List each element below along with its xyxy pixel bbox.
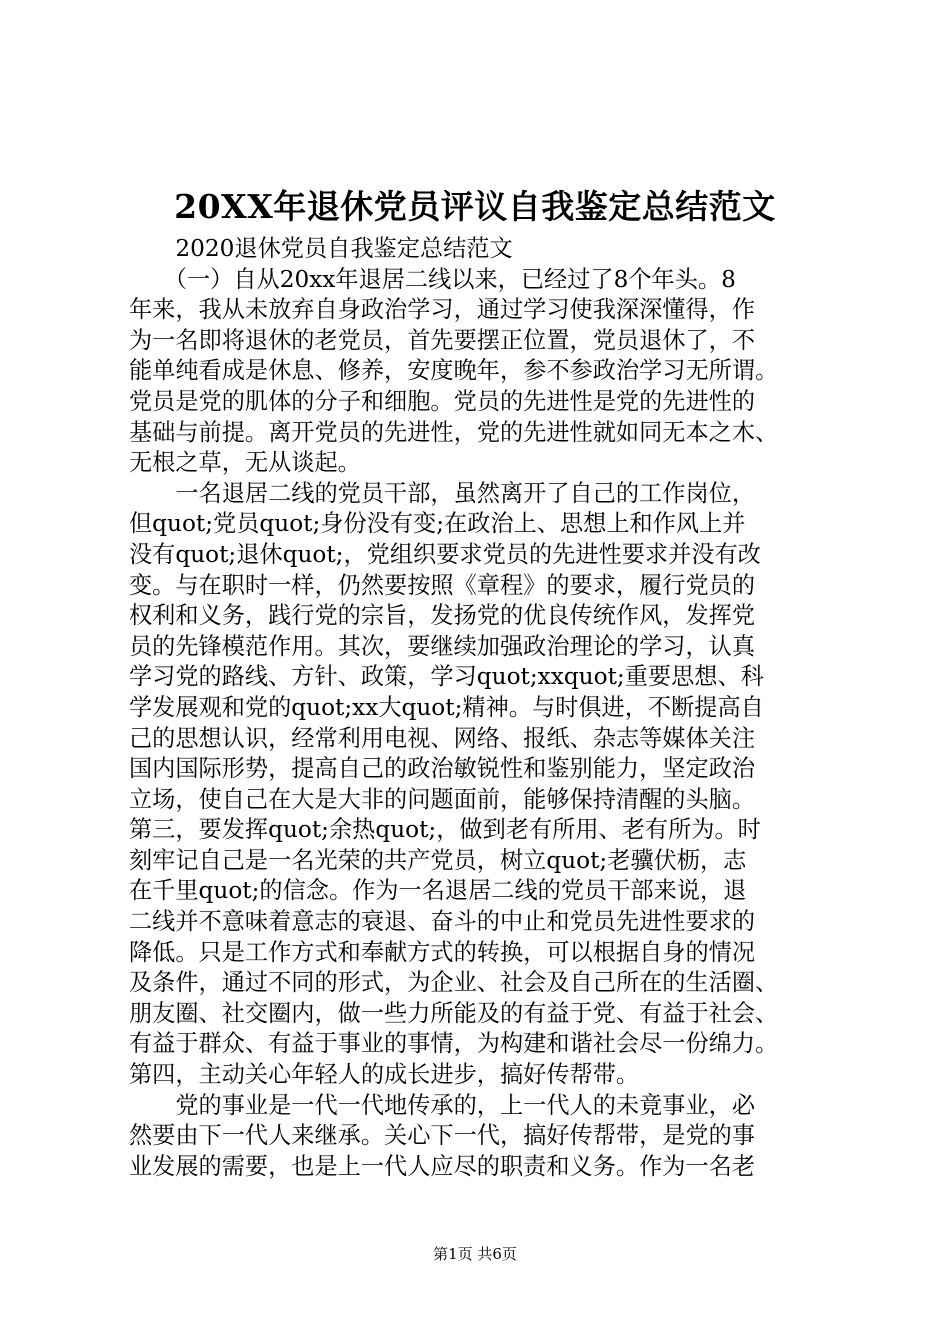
body-line: 有益于群众、有益于事业的事情，为构建和谐社会尽一份绵力。: [129, 1030, 779, 1058]
body-line: 年来，我从未放弃自身政治学习，通过学习使我深深懂得，作: [129, 296, 756, 324]
body-line: 学习党的路线、方针、政策，学习quot;xxquot;重要思想、科: [129, 663, 764, 691]
body-line: 能单纯看成是休息、修养，安度晚年，参不参政治学习无所谓。: [129, 357, 779, 385]
body-line: 国内国际形势，提高自己的政治敏锐性和鉴别能力，坚定政治: [129, 755, 756, 783]
body-line: 己的思想认识，经常利用电视、网络、报纸、杂志等媒体关注: [129, 724, 756, 752]
body-line: 权利和义务，践行党的宗旨，发扬党的优良传统作风，发挥党: [129, 602, 756, 630]
body-line: 降低。只是工作方式和奉献方式的转换，可以根据自身的情况: [129, 938, 756, 966]
document-title: 20XX年退休党员评议自我鉴定总结范文: [174, 187, 776, 226]
body-line: 党的事业是一代一代地传承的，上一代人的未竟事业，必: [129, 1091, 756, 1119]
body-line: 在千里quot;的信念。作为一名退居二线的党员干部来说，退: [129, 877, 747, 905]
body-line: 变。与在职时一样，仍然要按照《章程》的要求，履行党员的: [129, 571, 756, 599]
body-line: 基础与前提。离开党员的先进性，党的先进性就如同无本之木、: [129, 418, 779, 446]
body-line: 第三，要发挥quot;余热quot;，做到老有所用、老有所为。时: [129, 816, 761, 844]
body-line: 但quot;党员quot;身份没有变;在政治上、思想上和作风上并: [129, 510, 746, 538]
body-line: 然要由下一代人来继承。关心下一代，搞好传帮带，是党的事: [129, 1122, 756, 1150]
body-line: 学发展观和党的quot;xx大quot;精神。与时俱进，不断提高自: [129, 693, 764, 721]
body-line: 为一名即将退休的老党员，首先要摆正位置，党员退休了，不: [129, 326, 756, 354]
body-line: 党员是党的肌体的分子和细胞。党员的先进性是党的先进性的: [129, 387, 756, 415]
page-number-footer: 第1页 共6页: [433, 1245, 517, 1263]
body-line: （一）自从20xx年退居二线以来，已经过了8个年头。8: [129, 265, 736, 293]
body-line: 员的先锋模范作用。其次，要继续加强政治理论的学习，认真: [129, 632, 756, 660]
body-line: 没有quot;退休quot;，党组织要求党员的先进性要求并没有改: [129, 540, 761, 568]
body-line: 二线并不意味着意志的衰退、奋斗的中止和党员先进性要求的: [129, 908, 756, 936]
body-line: 刻牢记自己是一名光荣的共产党员，树立quot;老骥伏枥，志: [129, 846, 747, 874]
body-line: 及条件，通过不同的形式，为企业、社会及自己所在的生活圈、: [129, 969, 779, 997]
body-line: 无根之草，无从谈起。: [129, 449, 361, 477]
body-line: 立场，使自己在大是大非的问题面前，能够保持清醒的头脑。: [129, 785, 756, 813]
body-line: 业发展的需要，也是上一代人应尽的职责和义务。作为一名老: [129, 1152, 756, 1180]
body-line: 一名退居二线的党员干部，虽然离开了自己的工作岗位，: [129, 479, 756, 507]
body-line: 朋友圈、社交圈内，做一些力所能及的有益于党、有益于社会、: [129, 999, 779, 1027]
body-line: 第四，主动关心年轻人的成长进步，搞好传帮带。: [129, 1061, 640, 1089]
document-body: [129, 234, 849, 1182]
body-line: 2020退休党员自我鉴定总结范文: [129, 235, 513, 262]
